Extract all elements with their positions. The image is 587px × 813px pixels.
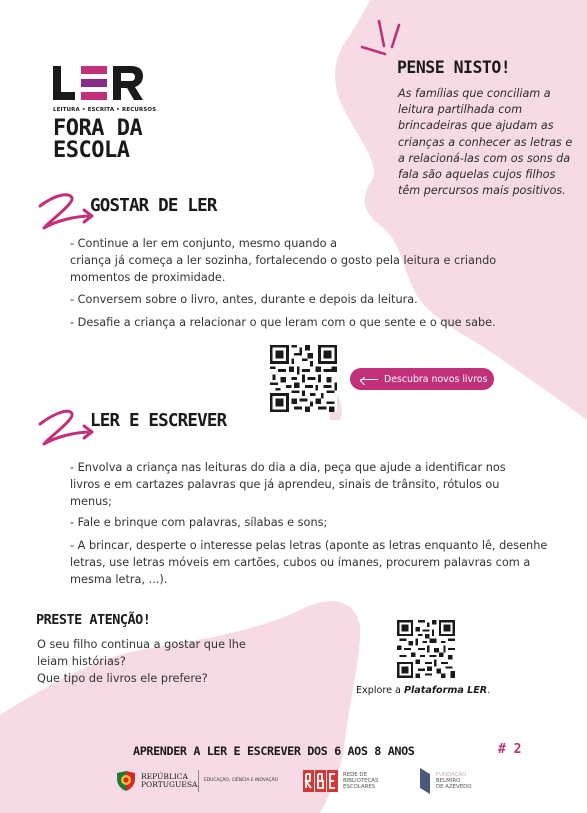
ministry-subtitle: EDUCAÇÃO, CIÊNCIA E INOVAÇÃO (204, 778, 279, 783)
gostar-de-ler-title: GOSTAR DE LER (90, 196, 217, 216)
scribble-arrow-icon (36, 186, 96, 232)
escrever-paragraph-2: - Fale e brinque com palavras, sílabas e sons; (70, 516, 328, 529)
gostar-paragraph-1: - Continue a ler em conjunto, mesmo quando a criança já começa a ler sozinha, fortalecendo o gosto pela leitura e criando momentos de proximidade. (70, 237, 497, 285)
footer-divider (198, 770, 199, 792)
logo-tagline: LEITURA • ESCRITA • RECURSOS (53, 107, 157, 113)
portugal-emblem-icon (115, 769, 137, 793)
pense-nisto-text: As famílias que conciliam a leitura partilhada com brincadeiras que ajudam as crianças a conhecer as letras e a relacioná-las com os sons da fala são aquelas cujos filhos têm percursos mais positivos. (398, 87, 573, 198)
preste-atencao-text: O seu filho continua a gostar que lhe leiam histórias? Que tipo de livros ele prefere? (37, 638, 246, 686)
fundacao-belmiro-azevedo-logo: FUNDAÇÃO BELMIRO DE AZEVEDO (418, 768, 472, 794)
explore-plataforma-ler[interactable]: Explore a Plataforma LER. (356, 685, 491, 696)
republica-portuguesa-logo: REPÚBLICA PORTUGUESA (115, 769, 197, 793)
ler-e-escrever-title: LER E ESCREVER (90, 411, 227, 431)
page-number: # 2 (498, 742, 522, 757)
qr-code-icon[interactable] (270, 345, 337, 412)
scribble-arrow-icon (36, 402, 96, 448)
escrever-paragraph-3: - A brincar, desperte o interesse pelas letras (aponte as letras enquanto lê, desenhe letras, use letras móveis em cartões, cubos ou ímanes, procurem palavras com a mesma letra, ...). (70, 539, 548, 587)
ler-logo (53, 64, 156, 113)
escrever-paragraph-1: - Envolva a criança nas leituras do dia a dia, peça que ajude a identificar nos livros e em cartazes palavras que já aprendeu, sinais de trânsito, rótulos ou menus; (70, 461, 506, 509)
preste-atencao-title: PRESTE ATENÇÃO! (36, 612, 151, 628)
footer-title: APRENDER A LER E ESCREVER DOS 6 AOS 8 ANOS (133, 744, 415, 758)
gostar-paragraph-2: - Conversem sobre o livro, antes, durante e depois da leitura. (70, 293, 418, 306)
gostar-paragraph-3: - Desafie a criança a relacionar o que leram com o que sente e o que sabe. (70, 316, 496, 329)
descubra-novos-livros-button[interactable]: Descubra novos livros (350, 368, 494, 390)
arrow-left-icon (360, 379, 378, 380)
page-title: FORA DA ESCOLA (53, 116, 143, 163)
pense-nisto-title: PENSE NISTO! (397, 58, 511, 77)
rede-bibliotecas-logo: REDE DE BIBLIOTECAS ESCOLARES (303, 770, 378, 792)
ler-logo-icon (53, 64, 143, 102)
rbe-logo-icon (303, 770, 339, 792)
fba-logo-icon (418, 768, 432, 794)
qr-code-icon[interactable] (397, 620, 455, 678)
